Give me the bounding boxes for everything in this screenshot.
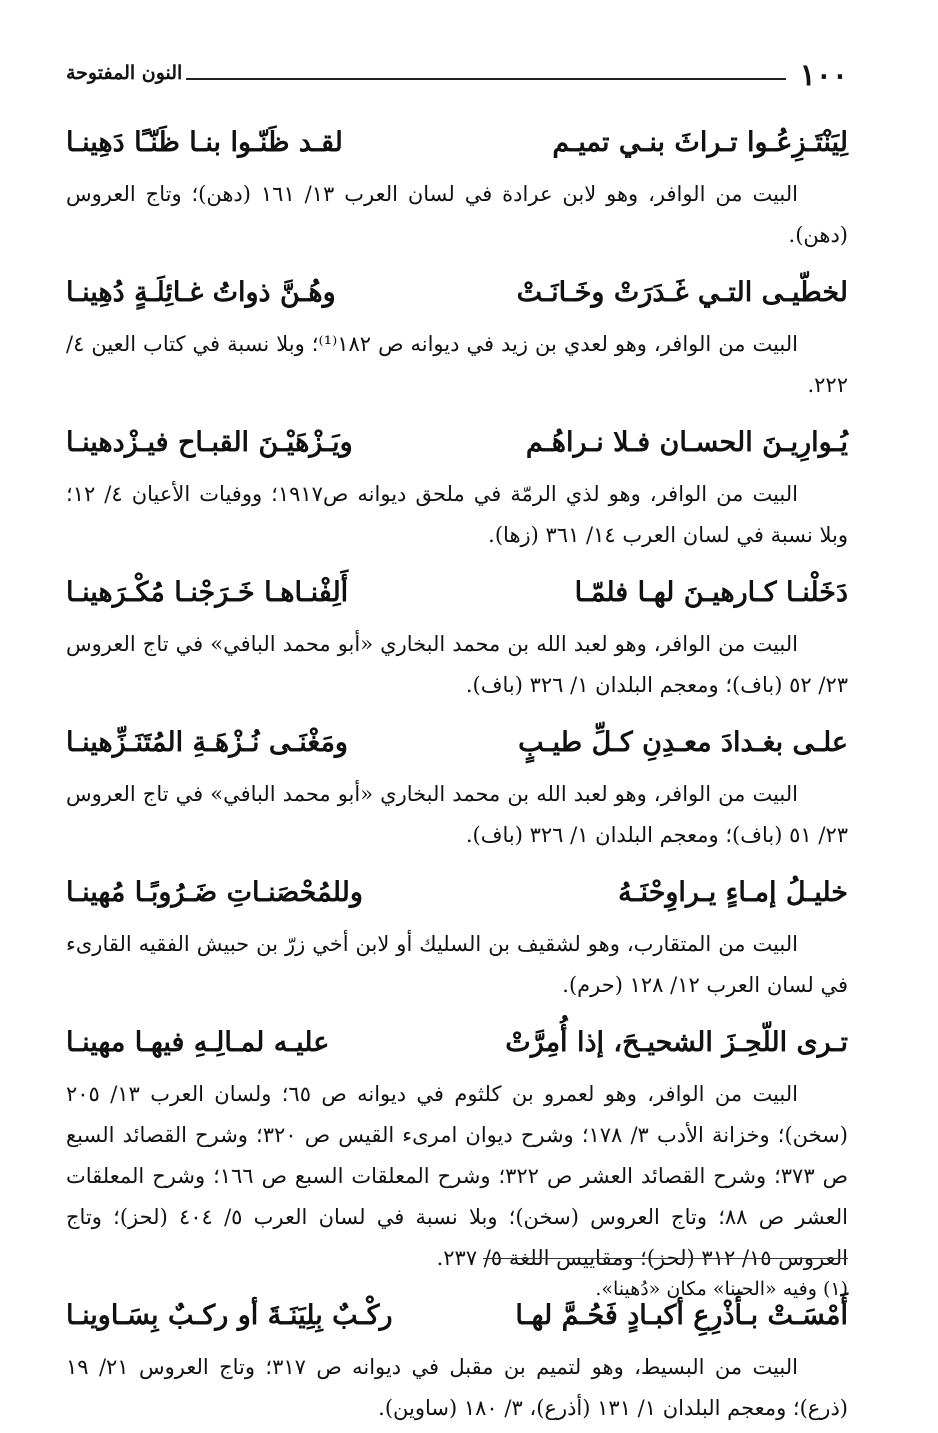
left-hemistich: عليـه لمـالِـهِ فيهـا مهينـا [66,1026,330,1058]
left-hemistich: ركْـبٌ بِلِيَنَـةَ أو ركـبٌ بِسَـاوينـا [66,1299,393,1331]
right-hemistich: لِيَنْتَـزِعُـوا تـراثَ بنـي تميـم [552,126,848,158]
verse-note: البيت من البسيط، وهو لتميم بن مقبل في ديوانه ص ٣١٧؛ وتاج العروس ٢١/ ١٩ (ذرع)؛ ومعجم البلدان ١/ ١٣١ (أذرع)، ٣/ ١٨٠ (ساوين). [66,1355,848,1420]
verse-note: البيت من الوافر، وهو لعبد الله بن محمد البخاري «أبو محمد البافي» في تاج العروس ٢٣/ ٥١ (باف)؛ ومعجم البلدان ١/ ٣٢٦ (باف). [66,782,848,847]
verse-entry [66,560,848,706]
right-hemistich: خليـلُ إمـاءٍ يـراوِحْنَـهُ [618,876,848,908]
verse-line [66,410,848,474]
right-hemistich: دَخَلْنـا كـارهيـنَ لهـا فلمّـا [574,576,848,608]
verse-note: البيت من الوافر، وهو لعبد الله بن محمد البخاري «أبو محمد البافي» في تاج العروس ٢٣/ ٥٢ (باف)؛ ومعجم البلدان ١/ ٣٢٦ (باف). [66,632,848,697]
left-hemistich: ومَغْنَـى نُـزْهَـةِ المُتَنَـزِّهينـا [66,726,348,758]
left-hemistich: وللمُحْصَنـاتِ ضَـرُوبًـا مُهينـا [66,876,363,908]
running-title: النون المفتوحة [66,62,183,84]
verse-entry [66,260,848,406]
right-hemistich: علـى بغـدادَ معـدِنِ كـلِّ طيـبٍ [518,726,848,758]
right-hemistich: أَمْسَـتْ بـأَذْرِعِ أكبـادٍ فَحُـمَّ لهـا [515,1299,848,1331]
right-hemistich: لخطّيـى التـي غَـدَرَتْ وخَـانَـتْ [516,276,848,308]
verse-entry [66,1010,848,1279]
footnote-rule [483,1258,848,1259]
verse-note: البيت من الوافر، وهو لابن عرادة في لسان العرب ١٣/ ١٦١ (دهن)؛ وتاج العروس (دهن). [66,182,848,247]
verse-line [66,110,848,174]
verse-note: البيت من الوافر، وهو لعدي بن زيد في ديوانه ص ١٨٢⁽¹⁾؛ وبلا نسبة في كتاب العين ٤/ ٢٢٢. [66,332,848,397]
verse-entry [66,410,848,556]
page-body [66,110,848,1433]
verse-note: البيت من الوافر، وهو لذي الرمّة في ملحق ديوانه ص١٩١٧؛ ووفيات الأعيان ٤/ ١٢؛ وبلا نسبة في لسان العرب ١٤/ ٣٦١ (زها). [66,482,848,547]
verse-line [66,710,848,774]
verse-entry [66,710,848,856]
verse-note: البيت من المتقارب، وهو لشقيف بن السليك أو لابن أخي زرّ بن حبيش الفقيه القارىء في لسان العرب ١٢/ ١٢٨ (حرم). [66,932,848,997]
left-hemistich: أَلِفْنـاهـا خَـرَجْنـا مُكْـرَهينـا [66,576,349,608]
verse-entry [66,1283,848,1429]
left-hemistich: لقـد ظَنّـوا بنـا ظَنّـًا دَهِينـا [66,126,343,158]
left-hemistich: ويَـزْهَيْـنَ القبـاح فيـزْدهينـا [66,426,353,458]
right-hemistich: يُـوارِيـنَ الحسـان فـلا نـراهُـم [525,426,848,458]
verse-line [66,260,848,324]
verse-note: البيت من الوافر، وهو لعمرو بن كلثوم في ديوانه ص ٦٥؛ ولسان العرب ١٣/ ٢٠٥ (سخن)؛ وخزانة الأدب ٣/ ١٧٨؛ وشرح ديوان امرىء القيس ص ٣٢٠؛ وشرح القصائد السبع ص ٣٧٣؛ وشرح القصائد العشر ص ٣٢٢؛ وشرح المعلقات السبع ص ١٦٦؛ وشرح المعلقات العشر ص ٨٨؛ وتاج العروس (سخن)؛ وبلا نسبة في لسان العرب ٥/ ٤٠٤ (لحز)؛ وتاج العروس ١٥/ ٣١٢ (لحز)؛ ومقاييس اللغة ٥/ ٢٣٧. [66,1082,848,1270]
page-header [66,58,848,98]
verse-line [66,860,848,924]
footnote: (١) وفيه «الحينا» مكان «دُهينا». [595,1278,848,1300]
page-number: ١٠٠ [799,58,848,93]
verse-entry [66,110,848,256]
right-hemistich: تـرى اللّحِـزَ الشحيـحَ، إذا أُمِرَّتْ [505,1026,848,1058]
left-hemistich: وهُـنَّ ذواتُ غـائِلَـةٍ دُهِينـا [66,276,336,308]
header-rule [186,78,786,80]
verse-entry [66,860,848,1006]
verse-line [66,1010,848,1074]
verse-line [66,560,848,624]
